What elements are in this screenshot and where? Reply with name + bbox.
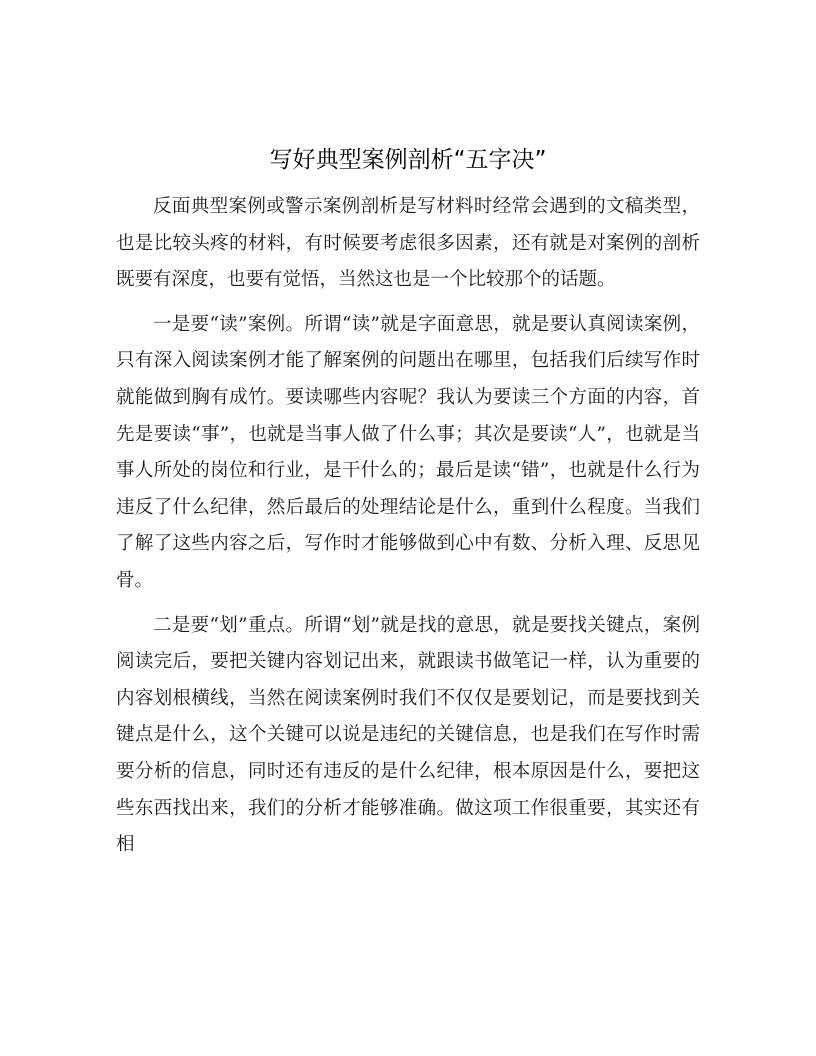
paragraph-read-case: 一是要“读”案例。所谓“读”就是字面意思，就是要认真阅读案例，只有深入阅读案例才能了解案例的问题出在哪里，包括我们后续写作时就能做到胸有成竹。要读哪些内容呢？我认为要读三个方面的内容，首先是要读“事”，也就是当事人做了什么事；其次是要读“人”，也就是当事人所处的岗位和行业，是干什么的；最后是读“错”，也就是什么行为违反了什么纪律，然后最后的处理结论是什么，重到什么程度。当我们了解了这些内容之后，写作时才能够做到心中有数、分析入理、反思见骨。 [116,313,700,591]
document-body [116,189,700,872]
paragraph-intro: 反面典型案例或警示案例剖析是写材料时经常会遇到的文稿类型，也是比较头疼的材料，有时候要考虑很多因素，还有就是对案例的剖析既要有深度，也要有觉悟，当然这也是一个比较那个的话题。 [116,196,700,291]
document-title: 写好典型案例剖析“五字决” [269,147,547,173]
paragraph-mark-key-points: 二是要“划”重点。所谓“划”就是找的意思，就是要找关键点，案例阅读完后，要把关键内容划记出来，就跟读书做笔记一样，认为重要的内容划根横线，当然在阅读案例时我们不仅仅是要划记，而是要找到关键点是什么，这个关键可以说是违纪的关键信息，也是我们在写作时需要分析的信息，同时还有违反的是什么纪律，根本原因是什么，要把这些东西找出来，我们的分析才能够准确。做这项工作很重要，其实还有相 [116,614,700,856]
